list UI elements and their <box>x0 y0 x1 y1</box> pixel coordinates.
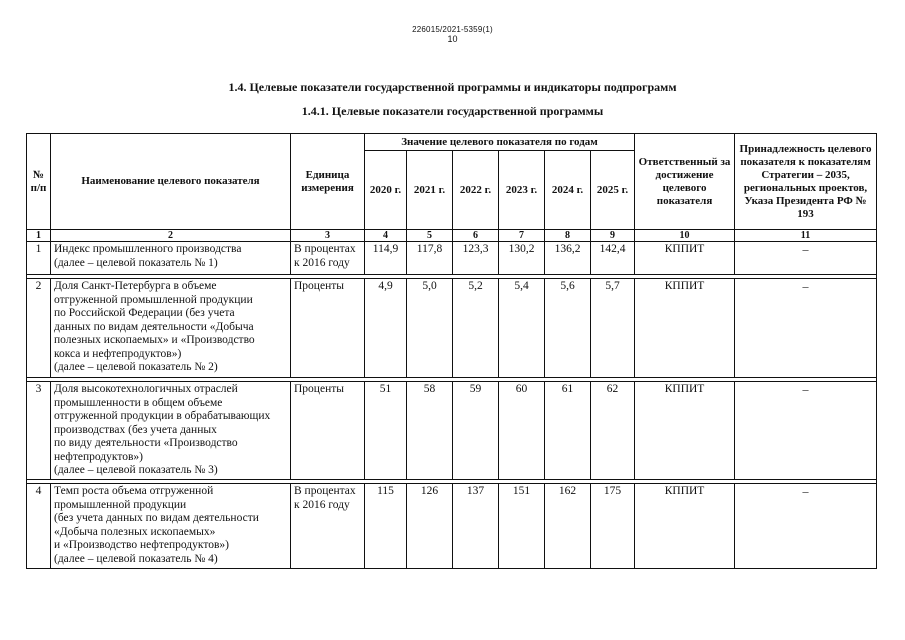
year-value: 130,2 <box>499 242 545 275</box>
indicator-name <box>51 242 291 275</box>
indicator-name-line: Доля высокотехнологичных отраслей <box>54 383 238 395</box>
indicator-name-line: и «Производство нефтепродуктов») <box>54 539 229 551</box>
year-value: 5,4 <box>499 279 545 378</box>
unit <box>291 484 365 569</box>
table-row <box>27 242 877 275</box>
table-row <box>27 279 877 378</box>
year-value: 114,9 <box>365 242 407 275</box>
header-year: 2024 г. <box>545 151 591 230</box>
year-value: 58 <box>407 382 453 480</box>
column-number: 1 <box>27 230 51 242</box>
year-value: 51 <box>365 382 407 480</box>
year-value: 151 <box>499 484 545 569</box>
column-number: 3 <box>291 230 365 242</box>
indicator-name-line: (далее – целевой показатель № 1) <box>54 256 218 269</box>
row-number: 3 <box>27 382 51 480</box>
year-value: 142,4 <box>591 242 635 275</box>
year-value: 175 <box>591 484 635 569</box>
indicator-name-line: по Российской Федерации (без учета <box>54 307 235 319</box>
year-value: 162 <box>545 484 591 569</box>
responsible: КППИТ <box>635 382 735 480</box>
column-number: 5 <box>407 230 453 242</box>
header-year: 2023 г. <box>499 151 545 230</box>
year-value: 126 <box>407 484 453 569</box>
header-unit: Единица измерения <box>291 134 365 230</box>
header-year: 2020 г. <box>365 151 407 230</box>
column-number: 4 <box>365 230 407 242</box>
column-number: 8 <box>545 230 591 242</box>
unit-line: к 2016 году <box>294 256 350 269</box>
indicator-name-line: отгруженной промышленной продукции <box>54 293 253 306</box>
year-value: 61 <box>545 382 591 480</box>
indicator-name-line: (далее – целевой показатель № 3) <box>54 464 218 476</box>
indicator-name-line: «Добыча полезных ископаемых» <box>54 525 216 538</box>
year-value: 59 <box>453 382 499 480</box>
belonging: – <box>735 279 877 378</box>
indicator-name-line: отгруженной продукции в обрабатывающих <box>54 410 271 422</box>
year-value: 123,3 <box>453 242 499 275</box>
header-year: 2022 г. <box>453 151 499 230</box>
row-number: 2 <box>27 279 51 378</box>
belonging: – <box>735 484 877 569</box>
column-number: 9 <box>591 230 635 242</box>
unit-line: Проценты <box>294 280 344 292</box>
year-value: 5,2 <box>453 279 499 378</box>
year-value: 117,8 <box>407 242 453 275</box>
unit-line: В процентах <box>294 243 356 255</box>
indicator-name-line: (далее – целевой показатель № 2) <box>54 361 218 373</box>
indicator-name-line: нефтепродуктов») <box>54 450 143 463</box>
year-value: 115 <box>365 484 407 569</box>
column-numbers-row <box>27 230 877 242</box>
year-value: 5,6 <box>545 279 591 378</box>
year-value: 137 <box>453 484 499 569</box>
year-value: 62 <box>591 382 635 480</box>
section-title: 1.4. Целевые показатели государственной программы и индикаторы подпрограмм <box>228 80 677 94</box>
indicator-name-line: (без учета данных по видам деятельности <box>54 512 259 524</box>
page-number: 10 <box>447 34 458 44</box>
column-number: 11 <box>735 230 877 242</box>
column-number: 7 <box>499 230 545 242</box>
indicator-name-line: производствах (без учета данных <box>54 423 217 436</box>
unit-line: В процентах <box>294 485 356 497</box>
indicator-name <box>51 382 291 480</box>
column-number: 2 <box>51 230 291 242</box>
row-number: 4 <box>27 484 51 569</box>
unit-line: Проценты <box>294 383 344 395</box>
header-name: Наименование целевого показателя <box>51 134 291 230</box>
column-number: 6 <box>453 230 499 242</box>
table-row <box>27 484 877 569</box>
indicator-name <box>51 484 291 569</box>
year-value: 60 <box>499 382 545 480</box>
responsible: КППИТ <box>635 242 735 275</box>
indicator-name-line: Темп роста объема отгруженной <box>54 485 214 497</box>
indicator-name-line: (далее – целевой показатель № 4) <box>54 552 218 565</box>
document-id: 226015/2021-5359(1) <box>412 25 493 34</box>
header-year: 2025 г. <box>591 151 635 230</box>
indicator-name-line: данных по видам деятельности «Добыча <box>54 320 254 333</box>
indicator-name-line: Индекс промышленного производства <box>54 243 242 255</box>
header-year: 2021 г. <box>407 151 453 230</box>
responsible: КППИТ <box>635 484 735 569</box>
indicator-name-line: полезных ископаемых» и «Производство <box>54 334 255 346</box>
unit <box>291 242 365 275</box>
belonging: – <box>735 382 877 480</box>
header-num: № п/п <box>27 134 51 230</box>
year-value: 5,7 <box>591 279 635 378</box>
column-number: 10 <box>635 230 735 242</box>
header-belonging: Принадлежность целевого показателя к показателям Стратегии – 2035, региональных проектов, Указа Президента РФ № 193 <box>735 134 877 230</box>
indicators-table <box>26 133 877 569</box>
header-responsible: Ответственный за достижение целевого показателя <box>635 134 735 230</box>
indicator-name-line: по виду деятельности «Производство <box>54 437 238 449</box>
indicator-name-line: Доля Санкт-Петербурга в объеме <box>54 280 217 292</box>
year-value: 5,0 <box>407 279 453 378</box>
responsible: КППИТ <box>635 279 735 378</box>
indicator-name-line: кокса и нефтепродуктов») <box>54 347 182 360</box>
year-value: 4,9 <box>365 279 407 378</box>
indicator-name-line: промышленной продукции <box>54 498 187 511</box>
belonging: – <box>735 242 877 275</box>
table-row <box>27 382 877 480</box>
unit-line: к 2016 году <box>294 498 350 511</box>
row-number: 1 <box>27 242 51 275</box>
unit <box>291 382 365 480</box>
indicator-name <box>51 279 291 378</box>
header-years-group: Значение целевого показателя по годам <box>365 134 635 151</box>
indicator-name-line: промышленности в общем объеме <box>54 396 223 409</box>
unit <box>291 279 365 378</box>
year-value: 136,2 <box>545 242 591 275</box>
subsection-title: 1.4.1. Целевые показатели государственной программы <box>301 104 604 118</box>
